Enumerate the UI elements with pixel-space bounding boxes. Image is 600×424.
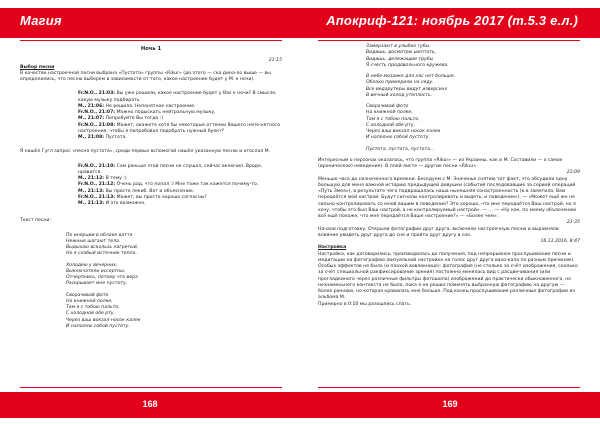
chat-line: Fr.N.O., 21:08: Может, окажете хотя бы некоторые оттенки Вашего непо-нятного настроения, чтобы я попробовал подобрать нужный буект?	[78, 122, 281, 134]
chat-line: М., 21:06: Не решила. Непонятное настроение.	[78, 103, 196, 109]
timestamp: 21:15	[268, 58, 282, 64]
timestamp: 23:35	[566, 220, 580, 226]
lyric-line: Выдыхаю вскользь нагретый,	[66, 245, 139, 250]
lyric-line: Но я слабый источник тепла.	[66, 251, 137, 257]
chat-line: Fr.N.O., 21:03: Вы уже решили, какое настроение будет у Вас к ночи? В смысле, какую музыку подбирать	[78, 91, 277, 103]
lyric-line: Там я с тобою пальто,	[66, 305, 120, 310]
lyrics-label: Текст песни:	[20, 218, 51, 224]
lyric-line: Отчерпнись, потому что вера	[66, 275, 138, 280]
lyric-line: И наполню собой пустоту.	[366, 135, 430, 141]
lyric-line: Сворачивай фото	[366, 104, 409, 109]
lyric-line: Холодею у вечерних,	[66, 262, 118, 268]
left-footer-bar	[0, 392, 300, 418]
chat-line: М., 21:08: Пустота.	[78, 135, 127, 140]
paragraph: Я нашёл Гугл запрос «песня пустота», среди первых вспомогай нашёл указанную песню и отослал М.	[20, 149, 271, 155]
chat-line: М., 21:13: И это возможно.	[78, 201, 146, 206]
chat-line: М., 21:13: Вы просто лекиб. Вот и объяснение.	[78, 188, 195, 194]
lyric-line: В небе мозаике для нас нет больше,	[366, 74, 456, 79]
chat-line: М., 21:07: Попробуйте Вы тогда :)	[78, 116, 164, 122]
lyric-line: Через ваш вокзал-носок калек	[366, 129, 441, 134]
lyric-line: По инерции в облаке ватта	[66, 232, 133, 238]
right-footer-rule	[318, 387, 580, 388]
chat-line: Fr.N.O., 21:10: Сам раньше этой песни не слушал, сейчас включил. Вроде, нравится.	[78, 163, 263, 175]
right-header-title: Апокриф-121: ноябрь 2017 (т.5.3 е.л.)	[326, 13, 578, 28]
lyric-line: Я счесть продовольного кружева.	[366, 62, 449, 68]
chat-line: Fr.N.O., 21:13: Может, вы просто хорошо согласны?	[78, 194, 207, 200]
lyric-line: Видишь, досмотрю шептать,	[366, 50, 437, 56]
section-title: Выбор песни	[20, 64, 55, 70]
paragraph: Меньше часа до назначенного времени. Беседуем с М. Значенье снятию тот факт, что обсудили одну большую для меня важной историю предыдущей девушки (события последовавшие за серией операций «Путь Змея»), в результате чего подвращалась наша нынешняя сонастроенность (к.в заметила, Вам передаётся мой настрой. Будут сигналы контролировать и видеть, и поведение»). — «Может ещё же не сильно контролировать со мной вашим в поведение? Это хорошо, что мне передаётся Ваш настрой, но я хочу, чтобы это был Ваш настрой, а не контролируемый настрой». — ... — «Ну как, по моему объяснению всё ещё похоже, что мне передаётся Ваше настроение?» — «Более чем».	[318, 176, 577, 219]
chapter-title: Ночь 1	[140, 46, 162, 52]
right-content	[318, 44, 580, 308]
lyric-line: Там я с тобою пальто,	[366, 116, 420, 122]
lyric-line: Раскрывает мне пустоту.	[66, 281, 128, 287]
lyrics-block	[318, 44, 580, 153]
lyric-line: Все ведарутеры видут изверсихх	[366, 86, 448, 92]
paragraph: Начали подготовку. Открыли фотографии друг друга, включили настроечную песню и выровняли влияние увидеть друг друга до сне и пройти друг другу в сон.	[318, 226, 559, 238]
paragraph: В качестве настроечной песни выбрана «Пустота» группы «Rikur» (до этого — ска дина-ло выше — вы определились, что песню выберем в зависимости от того, какое настроение будет у М. к ночи).	[20, 70, 271, 82]
left-content	[20, 44, 282, 330]
left-header-rule	[20, 40, 282, 41]
chat-line: М., 21:12: В тему :)	[78, 176, 127, 181]
right-footer-bar	[300, 392, 600, 418]
lyric-line: Замерзают в улыбке губы.	[366, 44, 431, 49]
lyric-line: С холодной обе рту,	[66, 311, 116, 317]
left-header-title: Магия	[20, 13, 62, 28]
section-title: Настройка	[318, 245, 347, 251]
lyric-line: И наполню собой пустоту.	[66, 323, 130, 329]
right-header-rule	[318, 40, 580, 41]
lyric-line: Через ваш вокзал-носок калек	[66, 317, 141, 323]
paragraph: Интересным о персонах оказалось, что группа «Rikur» — из Украины, как и М. Составили — о самое (ироническое) неведение). В плей-листе — другие песни «Rikur».	[318, 157, 563, 169]
timestamp: 16.11.2016, 8:47	[540, 239, 580, 244]
lyric-line: Нежные шагают тела.	[66, 238, 121, 244]
lyric-line: Выключатели иссертны.	[66, 268, 126, 274]
lyric-line: Облако примерили на седу.	[366, 80, 434, 86]
chat-log	[20, 164, 282, 208]
lyrics-block	[20, 233, 282, 331]
right-page	[300, 0, 600, 424]
paragraph: Настройка, как договорились, производилась до получения, под непрерывное прослушивание песни и медитации на фотографию (визуальной настройка на голос друг друга вахо-кала по разным причинам). Особых эффектов не было (и плохой вовлекнице): фотография (не столько за счёт изображения, сколько за счёт специальной ракфиксирование зрения) постоянно менялась вид с расцвечивания (или прогладкиного через различные фильтры фотошопа) изображений до практически обыкновенного, но незнаменьного контекста не было, пока я не решил поменять выбранную фотографию на другую — более раннюю, но которая нравилась мне больше. Под конец прослушивания различные фотографии из альбома М.	[318, 251, 578, 301]
lyric-line: С холодной обе рту,	[366, 122, 416, 128]
page-number: 168	[142, 399, 158, 409]
timestamp: 23:09	[566, 170, 580, 176]
lyric-line: В вечный холод утеплость.	[366, 92, 433, 98]
lyric-line: На книжной полке,	[366, 110, 413, 116]
lyric-line: Пустота, пустота, пустота...	[366, 146, 435, 152]
page-number: 169	[442, 399, 458, 409]
chat-line: Fr.N.O., 21:12: Очень рад, что попал :) Мне тоже так кажется почему-то.	[78, 182, 259, 188]
chat-line: Fr.N.O., 21:07: Можно подыскать нейтральную музыку,	[78, 110, 216, 115]
lyric-line: На книжной полке,	[66, 298, 113, 304]
left-footer-rule	[20, 387, 282, 388]
lyric-line: Сворачивай фото	[66, 292, 109, 298]
chat-log	[20, 91, 282, 141]
paragraph: Примерно в 0:10 мы разошлись спать.	[318, 301, 412, 307]
lyric-line: Видишь, дележащие трубы	[366, 56, 434, 62]
